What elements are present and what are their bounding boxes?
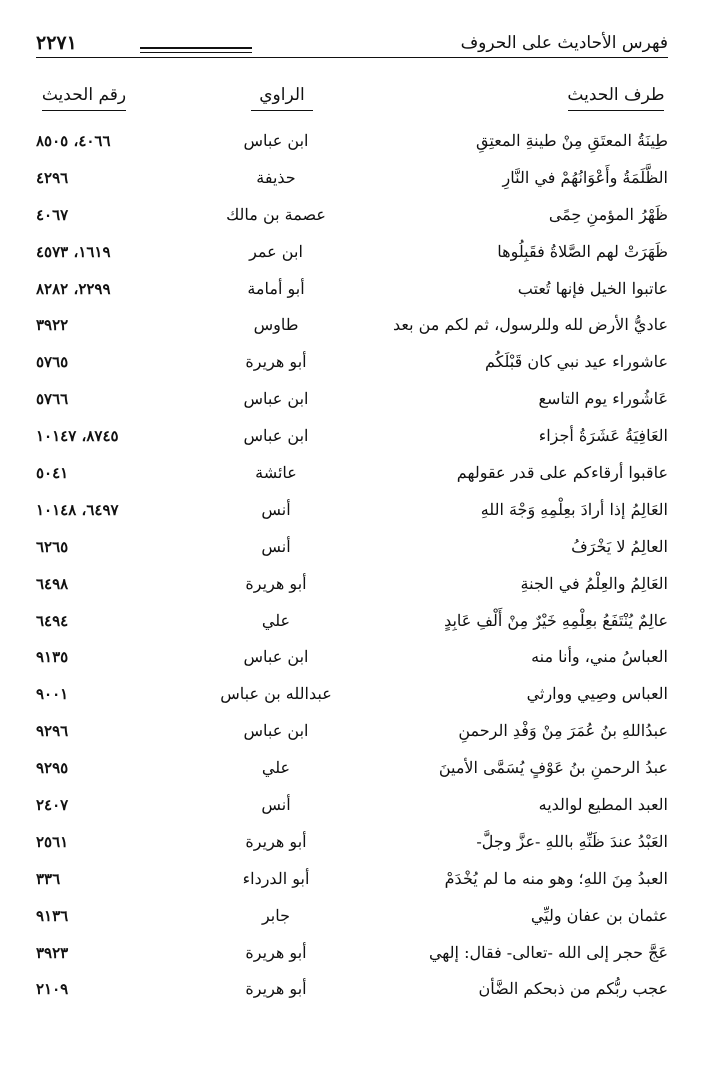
table-row xyxy=(36,163,668,200)
header-divider xyxy=(36,57,668,58)
narrator-name: أبو هريرة xyxy=(245,979,307,999)
hadith-text: عبدُاللهِ بنُ عُمَرَ مِنْ وَفْدِ الرحمنِ xyxy=(458,721,668,741)
hadith-number: ٩١٣٥ xyxy=(36,648,69,667)
narrator-name: عبدالله بن عباس xyxy=(220,684,332,704)
column-header-narrator xyxy=(226,82,338,111)
table-row xyxy=(36,569,668,606)
narrator-name: عصمة بن مالك xyxy=(226,204,326,224)
narrator-name: أنس xyxy=(261,536,291,556)
table-row xyxy=(36,347,668,384)
table-row xyxy=(36,495,668,532)
table-row xyxy=(36,532,668,569)
hadith-text: طِينَةُ المعتَقِ مِنْ طينةِ المعتِقِ xyxy=(476,131,668,150)
hadith-number: ٩١٣٦ xyxy=(36,906,69,925)
narrator-name: علي xyxy=(261,758,291,778)
column-header-narrator-label: الراوي xyxy=(259,85,305,105)
hadith-text: عالِمٌ يُنْتَفَعُ بعِلْمِهِ خَيْرٌ مِنْ أَلْفِ عَابِدٍ xyxy=(444,610,668,630)
hadith-text: عثمان بن عفان وليِّي xyxy=(530,905,668,925)
column-header-underline xyxy=(251,110,313,111)
header-rule-thin xyxy=(140,52,252,53)
hadith-number: ٤٢٩٦ xyxy=(36,168,69,187)
hadith-text: عَجَّ حجر إلى الله -تعالى- فقال: إلهي xyxy=(428,942,668,962)
table-row xyxy=(36,237,668,274)
table-row xyxy=(36,901,668,938)
hadith-text: العباسُ مني، وأنا منه xyxy=(531,647,668,667)
narrator-name: أبو الدرداء xyxy=(242,868,310,888)
page-header xyxy=(36,28,668,58)
narrator-name: ابن عباس xyxy=(243,426,309,446)
narrator-name: أبو هريرة xyxy=(245,573,307,593)
column-headers xyxy=(36,82,668,114)
hadith-number: ٢٤٠٧ xyxy=(36,796,69,815)
column-header-hadith xyxy=(564,82,668,111)
hadith-number: ٢٥٦١ xyxy=(36,832,69,851)
table-row xyxy=(36,384,668,421)
narrator-name: أنس xyxy=(261,795,291,815)
hadith-text: عاديُّ الأرض لله وللرسول، ثم لكم من بعد xyxy=(392,315,668,335)
narrator-name: أبو هريرة xyxy=(245,352,307,372)
hadith-number: ٥٧٦٦ xyxy=(36,390,69,409)
hadith-text: العباس وصِيي ووارثي xyxy=(526,684,668,704)
hadith-text: العَافِيَةُ عَشَرَةُ أجزاء xyxy=(538,426,668,446)
table-row xyxy=(36,974,668,1011)
hadith-text: العبدُ مِنَ اللهِ؛ وهو منه ما لم يُخْدَمْ xyxy=(444,868,668,888)
hadith-number: ٥٠٤١ xyxy=(36,464,69,483)
page-number: ٢٢٧١ xyxy=(36,32,77,54)
table-row xyxy=(36,274,668,311)
hadith-number: ٩٢٩٥ xyxy=(36,759,69,778)
hadith-text: ظَهْرُ المؤمنِ حِمًى xyxy=(548,204,668,224)
column-header-hadith-label: طرف الحديث xyxy=(567,85,665,105)
hadith-number: ٦٤٩٨ xyxy=(36,574,69,593)
table-row xyxy=(36,421,668,458)
column-header-underline xyxy=(568,110,664,111)
hadith-number: ٨٧٤٥، ١٠١٤٧ xyxy=(36,427,119,446)
header-rule xyxy=(140,47,252,49)
table-row xyxy=(36,753,668,790)
hadith-number: ٩٢٩٦ xyxy=(36,722,69,741)
hadith-number: ٢١٠٩ xyxy=(36,980,69,999)
hadith-text: عاشوراء عيد نبي كان قَبْلَكُم xyxy=(484,352,668,372)
narrator-name: ابن عباس xyxy=(243,131,309,150)
table-row xyxy=(36,642,668,679)
narrator-name: عائشة xyxy=(255,463,297,483)
hadith-number: ٦٢٦٥ xyxy=(36,537,69,556)
table-row xyxy=(36,938,668,975)
column-header-number xyxy=(36,82,132,111)
table-row xyxy=(36,458,668,495)
narrator-name: حذيفة xyxy=(256,167,296,187)
hadith-number: ٩٠٠١ xyxy=(36,685,69,704)
hadith-text: عاقبوا أرقاءكم على قدر عقولهم xyxy=(456,463,668,483)
table-row xyxy=(36,790,668,827)
hadith-number: ٣٩٢٢ xyxy=(36,316,69,335)
running-title: فهرس الأحاديث على الحروف xyxy=(460,33,668,53)
hadith-text: العَالِمُ إذا أرادَ بعِلْمِهِ وَجْهَ اللهِ xyxy=(480,499,668,519)
hadith-number: ٣٣٦ xyxy=(36,869,61,888)
narrator-name: ابن عباس xyxy=(243,647,309,667)
hadith-number: ٦٤٩٧، ١٠١٤٨ xyxy=(36,500,119,519)
hadith-text: عَاشُوراء يوم التاسع xyxy=(538,389,668,409)
hadith-number: ٢٢٩٩، ٨٢٨٢ xyxy=(36,279,111,298)
narrator-name: ابن عباس xyxy=(243,389,309,409)
hadith-text: العَالِمُ والعِلْمُ في الجنةِ xyxy=(520,573,668,593)
hadith-text: العبد المطيع لوالديه xyxy=(538,795,668,815)
hadith-number: ٤٠٦٧ xyxy=(36,205,69,224)
hadith-text: عجب ربُّكم من ذبحكم الضَّأن xyxy=(478,979,668,999)
narrator-name: جابر xyxy=(261,905,291,925)
hadith-number: ٣٩٢٣ xyxy=(36,943,69,962)
table-row xyxy=(36,126,668,163)
narrator-name: أبو هريرة xyxy=(245,942,307,962)
hadith-number: ٦٤٩٤ xyxy=(36,611,69,630)
table-row xyxy=(36,679,668,716)
narrator-name: أنس xyxy=(261,499,291,519)
table-row xyxy=(36,606,668,643)
narrator-name: ابن عمر xyxy=(249,241,303,261)
hadith-text: عاتبوا الخيل فإنها تُعتب xyxy=(517,278,668,298)
narrator-name: ابن عباس xyxy=(243,721,309,741)
narrator-name: أبو أمامة xyxy=(247,278,305,298)
table-row xyxy=(36,864,668,901)
hadith-number: ٤٠٦٦، ٨٥٠٥ xyxy=(36,132,111,150)
column-header-underline xyxy=(42,110,126,111)
hadith-text: العالِمُ لا يَخْرَفُ xyxy=(571,536,668,556)
narrator-name: علي xyxy=(261,610,291,630)
table-row xyxy=(36,827,668,864)
table-row xyxy=(36,310,668,347)
narrator-name: أبو هريرة xyxy=(245,831,307,851)
hadith-index-table xyxy=(36,126,668,1011)
hadith-text: الظَّلَمَةُ وأَعْوَانُهُمْ في النَّارِ xyxy=(502,167,668,187)
hadith-number: ١٦١٩، ٤٥٧٣ xyxy=(36,242,111,261)
column-header-number-label: رقم الحديث xyxy=(41,85,127,105)
hadith-text: ظَهَرَتْ لهم الصَّلاةُ فقَبِلُوها xyxy=(497,241,668,261)
hadith-text: العَبْدُ عندَ ظَنِّهِ باللهِ -عزَّ وجلَّ- xyxy=(476,831,668,851)
table-row xyxy=(36,716,668,753)
table-row xyxy=(36,200,668,237)
hadith-text: عبدُ الرحمنِ بنُ عَوْفٍ يُسَمَّى الأمينَ xyxy=(438,758,668,778)
narrator-name: طاوس xyxy=(253,315,299,335)
hadith-number: ٥٧٦٥ xyxy=(36,353,69,372)
